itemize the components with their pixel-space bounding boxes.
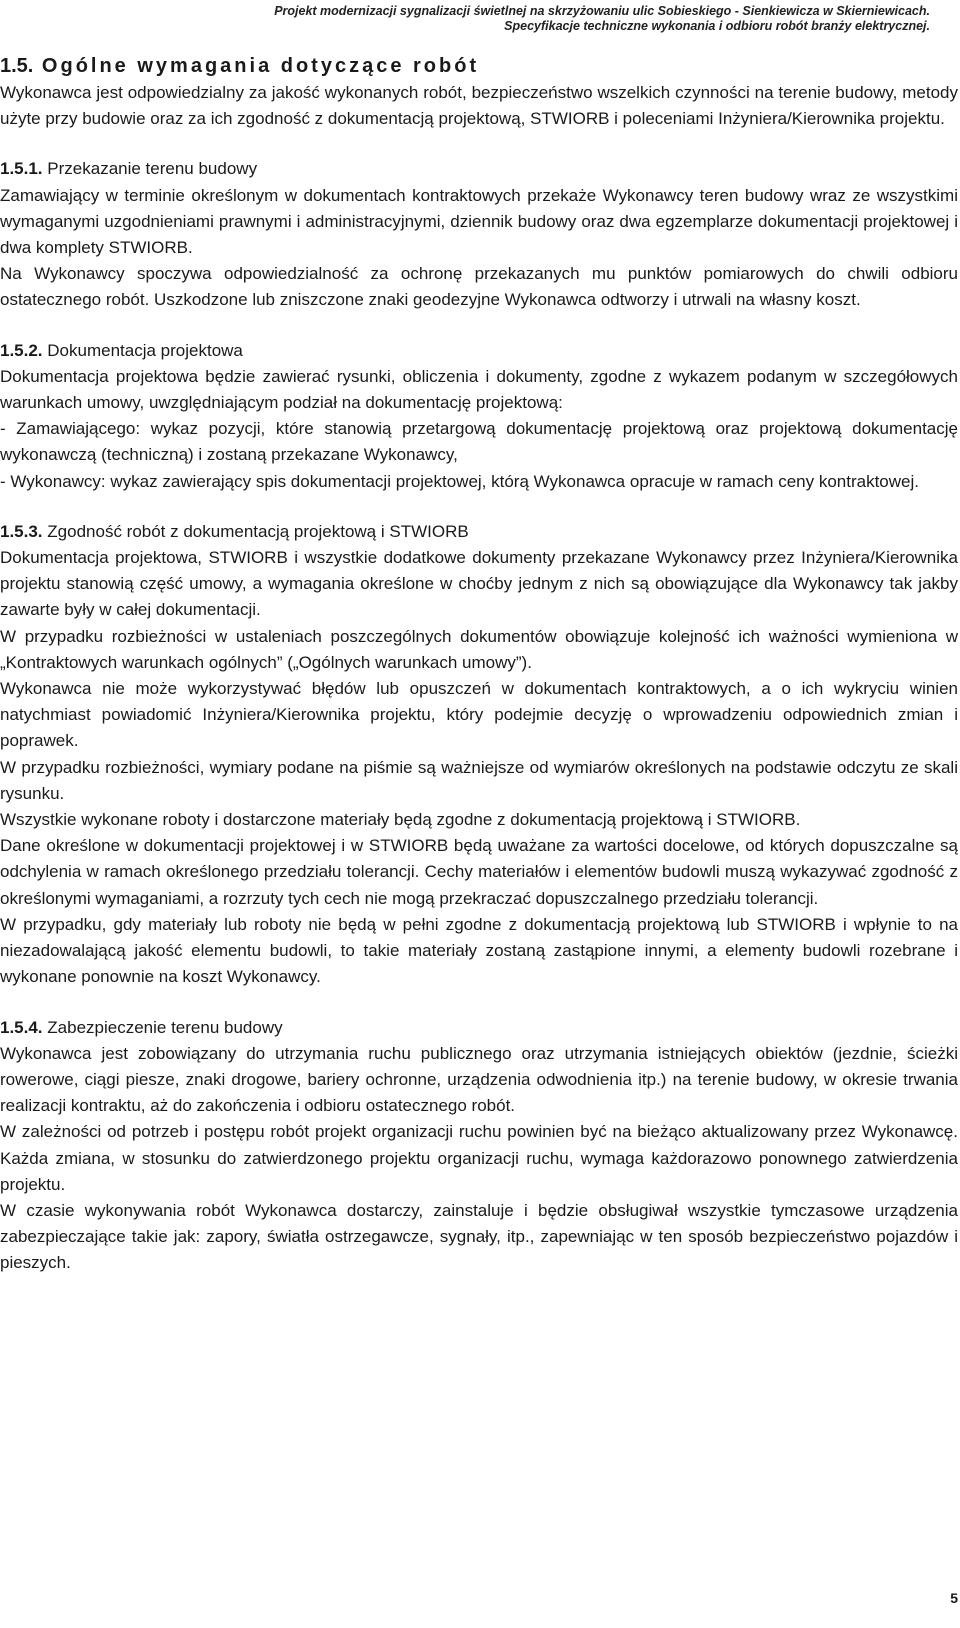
paragraph: Dane określone w dokumentacji projektowej i w STWIORB będą uważane za wartości docelowe, od których dopuszczalne są odchylenia w ramach określonego przedziału tolerancji. Cechy materiałów i elementów budowli muszą wykazywać zgodność z określonymi wymaganiami, a rozrzuty tych cech nie mogą przekraczać dopuszczalnego przedziału tolerancji. xyxy=(0,836,958,908)
paragraph: W czasie wykonywania robót Wykonawca dostarczy, zainstaluje i będzie obsługiwał wszystkie tymczasowe urządzenia zabezpieczające takie jak: zapory, światła ostrzegawcze, sygnały, itp., zapewniając w ten sposób bezpieczeństwo pojazdów i pieszych. xyxy=(0,1200,958,1273)
subsection-number: 1.5.1. xyxy=(0,159,43,179)
section-intro: Wykonawca jest odpowiedzialny za jakość wykonanych robót, bezpieczeństwo wszelkich czynności na terenie budowy, metody użyte przy budowie oraz za ich zgodność z dokumentacją projektową, STWIORB i poleceniami Inżyniera/Kierownika projektu. xyxy=(0,83,958,129)
document-body xyxy=(0,52,958,1277)
subsection-title: Przekazanie terenu budowy xyxy=(47,159,258,179)
paragraph: W przypadku, gdy materiały lub roboty nie będą w pełni zgodne z dokumentacją projektową lub STWIORB i wpłynie to na niezadowalającą jakość elementu budowli, to takie materiały zostaną zastąpione innymi, a elementy budowli rozebrane i wykonane ponownie na koszt Wykonawcy. xyxy=(0,914,958,987)
page-header xyxy=(274,4,930,34)
paragraph: Dokumentacja projektowa, STWIORB i wszystkie dodatkowe dokumenty przekazane Wykonawcy przez Inżyniera/Kierownika projektu stanowią część umowy, a wymagania określone w choćby jednym z nich są obowiązujące dla Wykonawcy tak jakby zawarte były w całej dokumentacji. xyxy=(0,548,958,620)
subsection-heading xyxy=(0,338,958,364)
subsection-title: Zabezpieczenie terenu budowy xyxy=(47,1017,283,1037)
paragraph: W przypadku rozbieżności, wymiary podane na piśmie są ważniejsze od wymiarów określonych na podstawie odczytu ze skali rysunku. xyxy=(0,757,958,803)
subsection-1-5-2 xyxy=(0,338,958,495)
subsection-number: 1.5.4. xyxy=(0,1017,43,1037)
section-title: Ogólne wymagania dotyczące robót xyxy=(41,55,480,77)
header-spec-title: Specyfikacje techniczne wykonania i odbioru robót branży elektrycznej. xyxy=(504,19,930,33)
paragraph: Dokumentacja projektowa będzie zawierać rysunki, obliczenia i dokumenty, zgodne z wykazem podanym w szczegółowych warunkach umowy, uwzględniającym podział na dokumentację projektową: xyxy=(0,366,958,413)
subsection-title: Zgodność robót z dokumentacją projektową i STWIORB xyxy=(47,521,469,541)
paragraph: Wszystkie wykonane roboty i dostarczone materiały będą zgodne z dokumentacją projektową i STWIORB. xyxy=(0,810,801,830)
paragraph: Na Wykonawcy spoczywa odpowiedzialność za ochronę przekazanych mu punktów pomiarowych do chwili odbioru ostatecznego robót. Uszkodzone lub zniszczone znaki geodezyjne Wykonawca odtworzy i utrwali na własny koszt. xyxy=(0,264,958,310)
subsection-1-5-4 xyxy=(0,1015,958,1277)
paragraph: W przypadku rozbieżności w ustaleniach poszczególnych dokumentów obowiązuje kolejność ich ważności wymieniona w „Kontraktowych warunkach ogólnych” („Ogólnych warunkach umowy”). xyxy=(0,626,958,672)
page-number: 5 xyxy=(950,1590,958,1606)
subsection-1-5-3 xyxy=(0,519,958,991)
subsection-heading xyxy=(0,156,958,182)
subsection-number: 1.5.3. xyxy=(0,521,43,541)
subsection-title: Dokumentacja projektowa xyxy=(47,340,243,360)
list-item: - Wykonawcy: wykaz zawierający spis dokumentacji projektowej, którą Wykonawca opracuje w ramach ceny kontraktowej. xyxy=(0,471,919,491)
paragraph: Wykonawca nie może wykorzystywać błędów lub opuszczeń w dokumentach kontraktowych, a o ich wykryciu winien natychmiast powiadomić Inżyniera/Kierownika projektu, który podejmie decyzję o wprowadzeniu odpowiednich zmian i poprawek. xyxy=(0,679,958,751)
subsection-number: 1.5.2. xyxy=(0,340,43,360)
subsection-heading xyxy=(0,519,958,545)
list-item: - Zamawiającego: wykaz pozycji, które stanowią przetargową dokumentację projektową oraz projektową dokumentację wykonawczą (techniczną) i zostaną przekazane Wykonawcy, xyxy=(0,419,958,465)
paragraph: W zależności od potrzeb i postępu robót projekt organizacji ruchu powinien być na bieżąco aktualizowany przez Wykonawcę. Każda zmiana, w stosunku do zatwierdzonego projektu organizacji ruchu, wymaga każdorazowo ponownego zatwierdzenia projektu. xyxy=(0,1122,958,1194)
section-heading xyxy=(0,52,958,80)
subsection-1-5-1 xyxy=(0,156,958,313)
section-number: 1.5. xyxy=(0,55,34,77)
subsection-heading xyxy=(0,1015,958,1041)
paragraph: Wykonawca jest zobowiązany do utrzymania ruchu publicznego oraz utrzymania istniejących obiektów (jezdnie, ścieżki rowerowe, ciągi piesze, znaki drogowe, bariery ochronne, urządzenia odwodnienia itp.) na terenie budowy, w okresie trwania realizacji kontraktu, aż do zakończenia i odbioru ostatecznego robót. xyxy=(0,1043,958,1116)
header-project-title: Projekt modernizacji sygnalizacji świetlnej na skrzyżowaniu ulic Sobieskiego - Sienkiewicza w Skierniewicach. xyxy=(274,4,930,18)
paragraph: Zamawiający w terminie określonym w dokumentach kontraktowych przekaże Wykonawcy teren budowy wraz ze wszystkimi wymaganymi uzgodnieniami prawnymi i administracyjnymi, dziennik budowy oraz dwa egzemplarze dokumentacji projektowej i dwa komplety STWIORB. xyxy=(0,185,958,258)
